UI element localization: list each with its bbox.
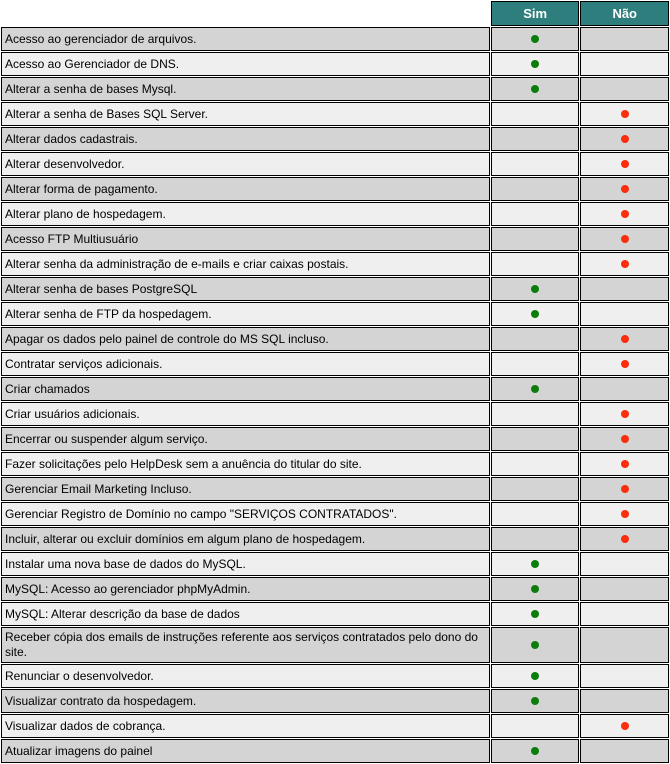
sim-cell bbox=[491, 177, 580, 201]
no-dot-icon bbox=[621, 360, 629, 368]
permission-label: Alterar a senha de Bases SQL Server. bbox=[1, 102, 490, 126]
nao-cell bbox=[580, 127, 669, 151]
header-corner-blank bbox=[1, 1, 490, 26]
sim-cell bbox=[491, 302, 580, 326]
sim-cell bbox=[491, 552, 580, 576]
nao-cell bbox=[580, 452, 669, 476]
yes-dot-icon bbox=[531, 610, 539, 618]
permission-label: Instalar uma nova base de dados do MySQL. bbox=[1, 552, 490, 576]
permission-label: MySQL: Acesso ao gerenciador phpMyAdmin. bbox=[1, 577, 490, 601]
no-dot-icon bbox=[621, 185, 629, 193]
sim-cell bbox=[491, 252, 580, 276]
sim-cell bbox=[491, 477, 580, 501]
nao-cell bbox=[580, 714, 669, 738]
permission-label: Acesso FTP Multiusuário bbox=[1, 227, 490, 251]
table-row bbox=[1, 452, 669, 476]
no-dot-icon bbox=[621, 460, 629, 468]
sim-cell bbox=[491, 627, 580, 663]
table-row bbox=[1, 714, 669, 738]
yes-dot-icon bbox=[531, 641, 539, 649]
nao-cell bbox=[580, 302, 669, 326]
sim-cell bbox=[491, 127, 580, 151]
permission-label: Contratar serviços adicionais. bbox=[1, 352, 490, 376]
permission-label: Visualizar dados de cobrança. bbox=[1, 714, 490, 738]
sim-cell bbox=[491, 77, 580, 101]
table-row bbox=[1, 77, 669, 101]
sim-cell bbox=[491, 277, 580, 301]
no-dot-icon bbox=[621, 410, 629, 418]
permission-label: Acesso ao Gerenciador de DNS. bbox=[1, 52, 490, 76]
nao-cell bbox=[580, 664, 669, 688]
table-row bbox=[1, 202, 669, 226]
nao-cell bbox=[580, 352, 669, 376]
sim-cell bbox=[491, 402, 580, 426]
table-row bbox=[1, 377, 669, 401]
permission-label: MySQL: Alterar descrição da base de dados bbox=[1, 602, 490, 626]
nao-cell bbox=[580, 739, 669, 763]
no-dot-icon bbox=[621, 485, 629, 493]
sim-cell bbox=[491, 602, 580, 626]
nao-cell bbox=[580, 252, 669, 276]
permission-label: Encerrar ou suspender algum serviço. bbox=[1, 427, 490, 451]
table-row bbox=[1, 627, 669, 663]
nao-cell bbox=[580, 102, 669, 126]
table-row bbox=[1, 152, 669, 176]
nao-cell bbox=[580, 502, 669, 526]
yes-dot-icon bbox=[531, 747, 539, 755]
table-row bbox=[1, 52, 669, 76]
nao-cell bbox=[580, 77, 669, 101]
sim-cell bbox=[491, 202, 580, 226]
no-dot-icon bbox=[621, 435, 629, 443]
nao-cell bbox=[580, 327, 669, 351]
table-row bbox=[1, 102, 669, 126]
table-row bbox=[1, 739, 669, 763]
table-row bbox=[1, 127, 669, 151]
no-dot-icon bbox=[621, 335, 629, 343]
column-header-sim: Sim bbox=[491, 1, 580, 26]
sim-cell bbox=[491, 664, 580, 688]
table-row bbox=[1, 277, 669, 301]
permission-label: Alterar senha de bases PostgreSQL bbox=[1, 277, 490, 301]
yes-dot-icon bbox=[531, 385, 539, 393]
yes-dot-icon bbox=[531, 585, 539, 593]
yes-dot-icon bbox=[531, 35, 539, 43]
sim-cell bbox=[491, 452, 580, 476]
permission-label: Fazer solicitações pelo HelpDesk sem a anuência do titular do site. bbox=[1, 452, 490, 476]
nao-cell bbox=[580, 527, 669, 551]
no-dot-icon bbox=[621, 160, 629, 168]
sim-cell bbox=[491, 577, 580, 601]
nao-cell bbox=[580, 689, 669, 713]
permission-label: Gerenciar Registro de Domínio no campo "SERVIÇOS CONTRATADOS". bbox=[1, 502, 490, 526]
sim-cell bbox=[491, 352, 580, 376]
no-dot-icon bbox=[621, 235, 629, 243]
sim-cell bbox=[491, 102, 580, 126]
table-row bbox=[1, 427, 669, 451]
column-header-nao: Não bbox=[580, 1, 669, 26]
nao-cell bbox=[580, 427, 669, 451]
nao-cell bbox=[580, 402, 669, 426]
sim-cell bbox=[491, 714, 580, 738]
table-row bbox=[1, 664, 669, 688]
sim-cell bbox=[491, 427, 580, 451]
no-dot-icon bbox=[621, 260, 629, 268]
sim-cell bbox=[491, 502, 580, 526]
permission-label: Alterar dados cadastrais. bbox=[1, 127, 490, 151]
nao-cell bbox=[580, 177, 669, 201]
nao-cell bbox=[580, 27, 669, 51]
table-row bbox=[1, 689, 669, 713]
table-row bbox=[1, 327, 669, 351]
table-row bbox=[1, 352, 669, 376]
sim-cell bbox=[491, 527, 580, 551]
permission-label: Alterar desenvolvedor. bbox=[1, 152, 490, 176]
nao-cell bbox=[580, 552, 669, 576]
nao-cell bbox=[580, 627, 669, 663]
sim-cell bbox=[491, 689, 580, 713]
yes-dot-icon bbox=[531, 310, 539, 318]
table-row bbox=[1, 577, 669, 601]
table-row bbox=[1, 302, 669, 326]
nao-cell bbox=[580, 227, 669, 251]
no-dot-icon bbox=[621, 110, 629, 118]
permission-label: Receber cópia dos emails de instruções referente aos serviços contratados pelo dono do site. bbox=[1, 627, 490, 663]
nao-cell bbox=[580, 152, 669, 176]
nao-cell bbox=[580, 202, 669, 226]
sim-cell bbox=[491, 27, 580, 51]
sim-cell bbox=[491, 152, 580, 176]
permission-label: Alterar a senha de bases Mysql. bbox=[1, 77, 490, 101]
yes-dot-icon bbox=[531, 672, 539, 680]
table-row bbox=[1, 252, 669, 276]
table-row bbox=[1, 477, 669, 501]
no-dot-icon bbox=[621, 535, 629, 543]
no-dot-icon bbox=[621, 135, 629, 143]
nao-cell bbox=[580, 377, 669, 401]
yes-dot-icon bbox=[531, 60, 539, 68]
no-dot-icon bbox=[621, 510, 629, 518]
permission-label: Apagar os dados pelo painel de controle do MS SQL incluso. bbox=[1, 327, 490, 351]
permission-label: Criar chamados bbox=[1, 377, 490, 401]
yes-dot-icon bbox=[531, 85, 539, 93]
permissions-table-body bbox=[1, 27, 669, 763]
permission-label: Visualizar contrato da hospedagem. bbox=[1, 689, 490, 713]
permission-label: Acesso ao gerenciador de arquivos. bbox=[1, 27, 490, 51]
header-row bbox=[1, 1, 669, 26]
nao-cell bbox=[580, 577, 669, 601]
permission-label: Alterar senha de FTP da hospedagem. bbox=[1, 302, 490, 326]
permission-label: Alterar plano de hospedagem. bbox=[1, 202, 490, 226]
table-row bbox=[1, 602, 669, 626]
nao-cell bbox=[580, 277, 669, 301]
table-row bbox=[1, 27, 669, 51]
permission-label: Alterar forma de pagamento. bbox=[1, 177, 490, 201]
yes-dot-icon bbox=[531, 285, 539, 293]
permission-label: Criar usuários adicionais. bbox=[1, 402, 490, 426]
permission-label: Incluir, alterar ou excluir domínios em algum plano de hospedagem. bbox=[1, 527, 490, 551]
sim-cell bbox=[491, 52, 580, 76]
no-dot-icon bbox=[621, 210, 629, 218]
nao-cell bbox=[580, 52, 669, 76]
sim-cell bbox=[491, 377, 580, 401]
nao-cell bbox=[580, 602, 669, 626]
table-row bbox=[1, 227, 669, 251]
sim-cell bbox=[491, 739, 580, 763]
table-row bbox=[1, 527, 669, 551]
table-row bbox=[1, 177, 669, 201]
table-row bbox=[1, 502, 669, 526]
permission-label: Alterar senha da administração de e-mails e criar caixas postais. bbox=[1, 252, 490, 276]
yes-dot-icon bbox=[531, 697, 539, 705]
yes-dot-icon bbox=[531, 560, 539, 568]
no-dot-icon bbox=[621, 722, 629, 730]
sim-cell bbox=[491, 227, 580, 251]
nao-cell bbox=[580, 477, 669, 501]
permission-label: Gerenciar Email Marketing Incluso. bbox=[1, 477, 490, 501]
permission-label: Atualizar imagens do painel bbox=[1, 739, 490, 763]
sim-cell bbox=[491, 327, 580, 351]
table-row bbox=[1, 402, 669, 426]
table-row bbox=[1, 552, 669, 576]
permission-label: Renunciar o desenvolvedor. bbox=[1, 664, 490, 688]
